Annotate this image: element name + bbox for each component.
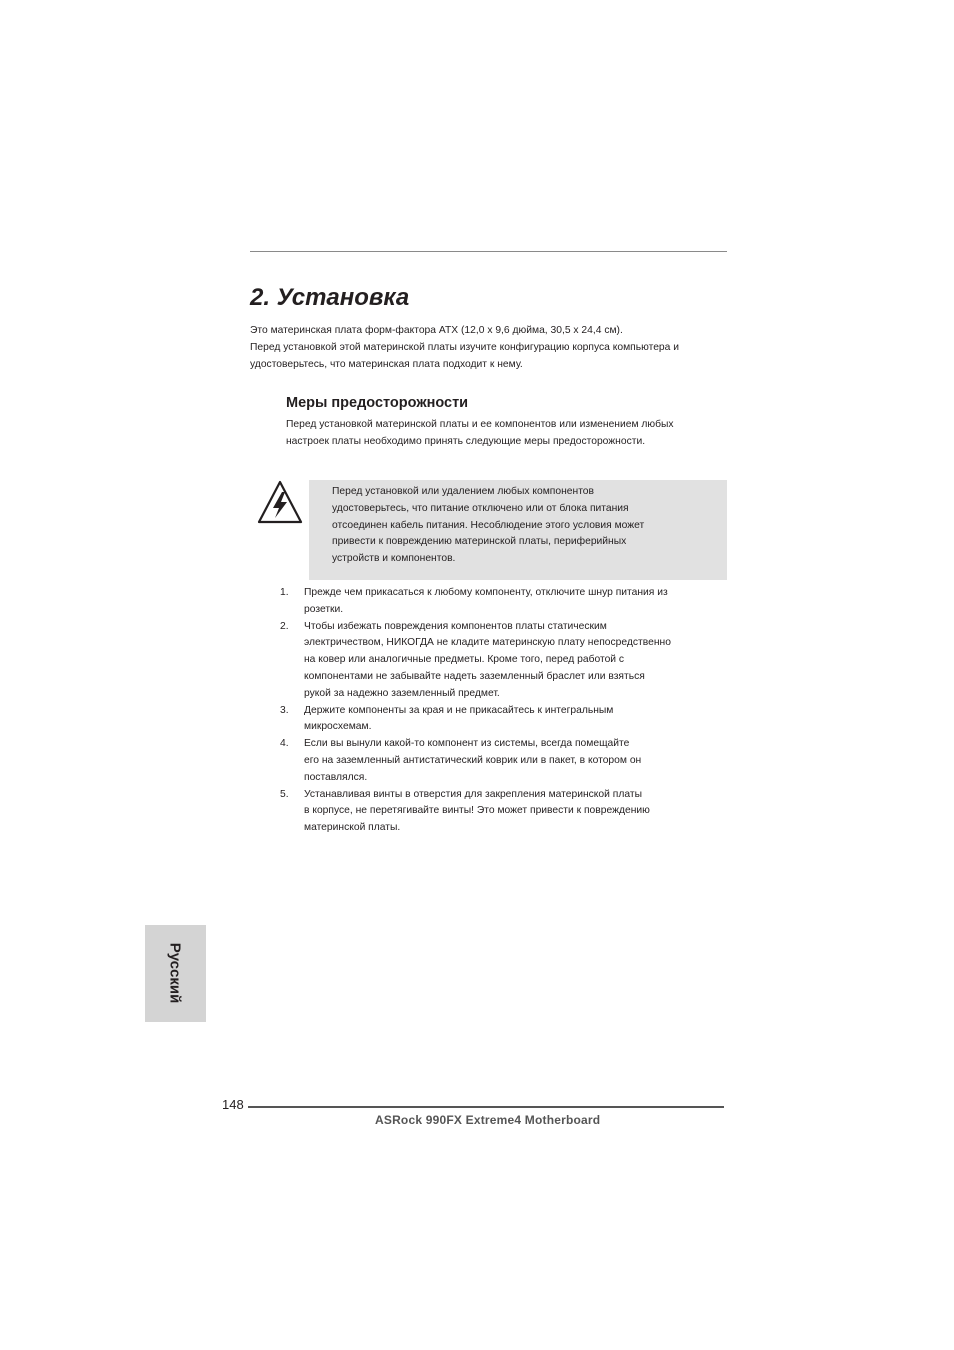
intro-line: Перед установкой этой материнской платы изучите конфигурацию корпуса компьютера и — [250, 342, 679, 353]
list-item-line: в корпусе, не перетягивайте винты! Это может привести к повреждению — [304, 805, 650, 817]
warning-line: устройств и компонентов. — [332, 553, 456, 565]
list-item-line: материнской платы. — [304, 822, 401, 834]
list-item-line: поставлялся. — [304, 771, 368, 783]
list-item-line: Прежде чем прикасаться к любому компоненту, отключите шнур питания из — [304, 587, 668, 598]
list-item — [280, 585, 730, 619]
page-number: 148 — [222, 1097, 244, 1112]
list-item-line: микросхемам. — [304, 721, 372, 733]
precautions-list — [280, 585, 730, 837]
warning-line: отсоединен кабель питания. Несоблюдение этого условия может — [332, 519, 645, 531]
list-item — [280, 619, 730, 703]
list-item-number: 1. — [280, 587, 289, 598]
list-item-line: Держите компоненты за края и не прикасайтесь к интегральным — [304, 704, 614, 716]
precautions-heading: Меры предосторожности — [286, 395, 469, 411]
list-item-line: на ковер или аналогичные предметы. Кроме того, перед работой с — [304, 654, 625, 666]
list-item-number: 3. — [280, 704, 289, 716]
list-item-number: 4. — [280, 738, 289, 750]
precautions-intro — [286, 416, 726, 450]
list-item-line: Если вы вынули какой-то компонент из системы, всегда помещайте — [304, 738, 630, 750]
intro-line: удостоверьтесь, что материнская плата подходит к нему. — [250, 359, 523, 370]
list-item-line: рукой за надежно заземленный предмет. — [304, 687, 500, 699]
list-item — [280, 736, 730, 786]
intro-paragraph — [250, 322, 730, 373]
precautions-intro-line: настроек платы необходимо принять следующие меры предосторожности. — [286, 436, 646, 447]
high-voltage-warning-icon — [257, 480, 303, 524]
list-item-line: его на заземленный антистатический коврик или в пакет, в котором он — [304, 754, 642, 766]
list-item-line: Чтобы избежать повреждения компонентов платы статическим — [304, 620, 607, 632]
list-item — [280, 787, 730, 837]
footer-divider — [248, 1106, 724, 1108]
list-item-line: электричеством, НИКОГДА не кладите материнскую плату непосредственно — [304, 637, 671, 649]
list-item-line: Устанавливая винты в отверстия для закрепления материнской платы — [304, 788, 642, 800]
warning-line: удостоверьтесь, что питание отключено или от блока питания — [332, 502, 629, 514]
warning-text — [332, 484, 712, 568]
list-item-line: розетки. — [304, 603, 344, 615]
footer-product-name: ASRock 990FX Extreme4 Motherboard — [375, 1113, 601, 1127]
page-title: 2. Установка — [250, 284, 410, 311]
top-divider — [250, 251, 727, 252]
list-item-line: компонентами не забывайте надеть заземленный браслет или взяться — [304, 670, 645, 682]
language-tab — [145, 925, 206, 1022]
precautions-intro-line: Перед установкой материнской платы и ее компонентов или изменением любых — [286, 419, 674, 430]
warning-line: привести к повреждению материнской платы, периферийных — [332, 536, 627, 548]
list-item-number: 5. — [280, 788, 289, 800]
list-item-number: 2. — [280, 620, 289, 632]
language-tab-label: Русский — [166, 942, 184, 1004]
warning-box — [309, 480, 727, 580]
warning-line: Перед установкой или удалением любых компонентов — [332, 486, 594, 497]
list-item — [280, 703, 730, 737]
intro-line: Это материнская плата форм-фактора ATX (12,0 x 9,6 дюйма, 30,5 x 24,4 см). — [250, 325, 623, 336]
